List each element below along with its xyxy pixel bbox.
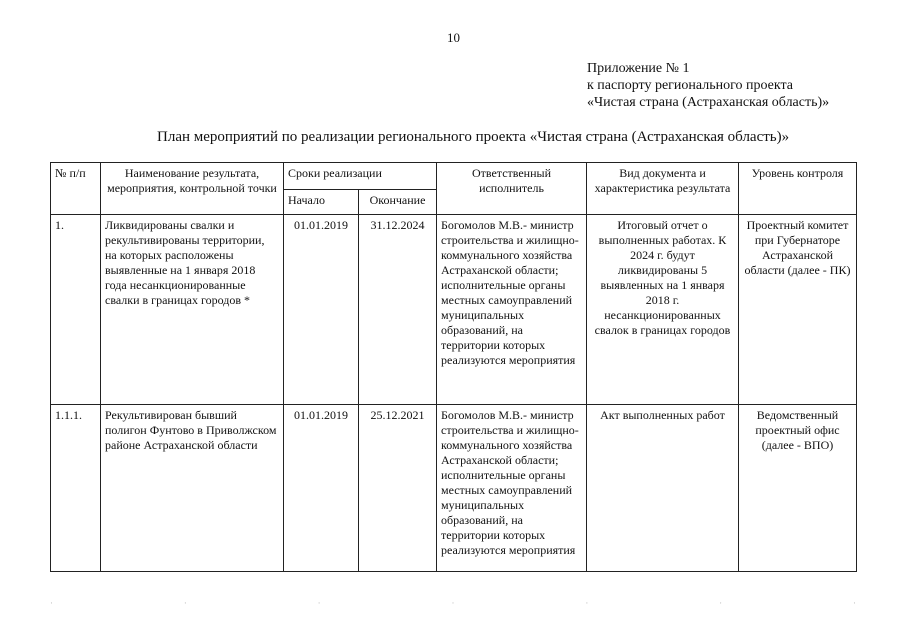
appendix-heading [587, 60, 829, 111]
row-end: 31.12.2024 [359, 215, 437, 405]
appendix-line-3: «Чистая страна (Астраханская область)» [587, 95, 830, 110]
row-control: Проектный комитет при Губернаторе Астраханской области (далее - ПК) [739, 215, 857, 405]
header-document: Вид документа и характеристика результата [587, 163, 739, 215]
appendix-line-2: к паспорту регионального проекта [587, 78, 793, 93]
header-end: Окончание [359, 190, 437, 215]
plan-table [50, 162, 857, 572]
row-number: 1. [51, 215, 101, 405]
row-end: 25.12.2021 [359, 405, 437, 572]
row-document: Итоговый отчет о выполненных работах. К 2024 г. будут ликвидированы 5 выявленных на 1 января 2018 г. несанкционированных свалок в границах городов [587, 215, 739, 405]
page-number: 10 [447, 30, 460, 45]
table-header-row [51, 163, 857, 190]
scan-dot: · [585, 598, 589, 608]
row-document: Акт выполненных работ [587, 405, 739, 572]
table-row [51, 405, 857, 572]
row-number: 1.1.1. [51, 405, 101, 572]
row-responsible: Богомолов М.В.- министр строительства и жилищно-коммунального хозяйства Астраханской области; исполнительные органы местных самоуправлений муниципальных образований, на территории которых реализуются мероприятия [437, 405, 587, 572]
row-control: Ведомственный проектный офис (далее - ВПО) [739, 405, 857, 572]
row-start: 01.01.2019 [284, 405, 359, 572]
header-name: Наименование результата, мероприятия, контрольной точки [101, 163, 284, 215]
row-name: Рекультивирован бывший полигон Фунтово в Приволжском районе Астраханской области [101, 405, 284, 572]
header-control: Уровень контроля [739, 163, 857, 215]
scan-dot: · [183, 598, 187, 608]
header-start: Начало [284, 190, 359, 215]
row-responsible: Богомолов М.В.- министр строительства и жилищно-коммунального хозяйства Астраханской области; исполнительные органы местных самоуправлений муниципальных образований, на территории которых реализуются мероприятия [437, 215, 587, 405]
scan-dot: · [317, 598, 321, 608]
scan-dot: · [852, 598, 856, 608]
row-name: Ликвидированы свалки и рекультивированы территории, на которых расположены выявленные на 1 января 2018 года несанкционированные свалки в границах городов * [101, 215, 284, 405]
header-terms: Сроки реализации [284, 163, 437, 190]
table-row [51, 215, 857, 405]
scan-dot: · [719, 598, 723, 608]
scan-dot: · [451, 598, 455, 608]
plan-title: План мероприятий по реализации регионального проекта «Чистая страна (Астраханская область)» [157, 129, 790, 145]
header-number: № п/п [51, 163, 101, 215]
scan-artifacts [50, 598, 856, 608]
appendix-line-1: Приложение № 1 [587, 61, 690, 76]
header-responsible: Ответственный исполнитель [437, 163, 587, 215]
scan-dot: · [50, 598, 53, 608]
row-start: 01.01.2019 [284, 215, 359, 405]
